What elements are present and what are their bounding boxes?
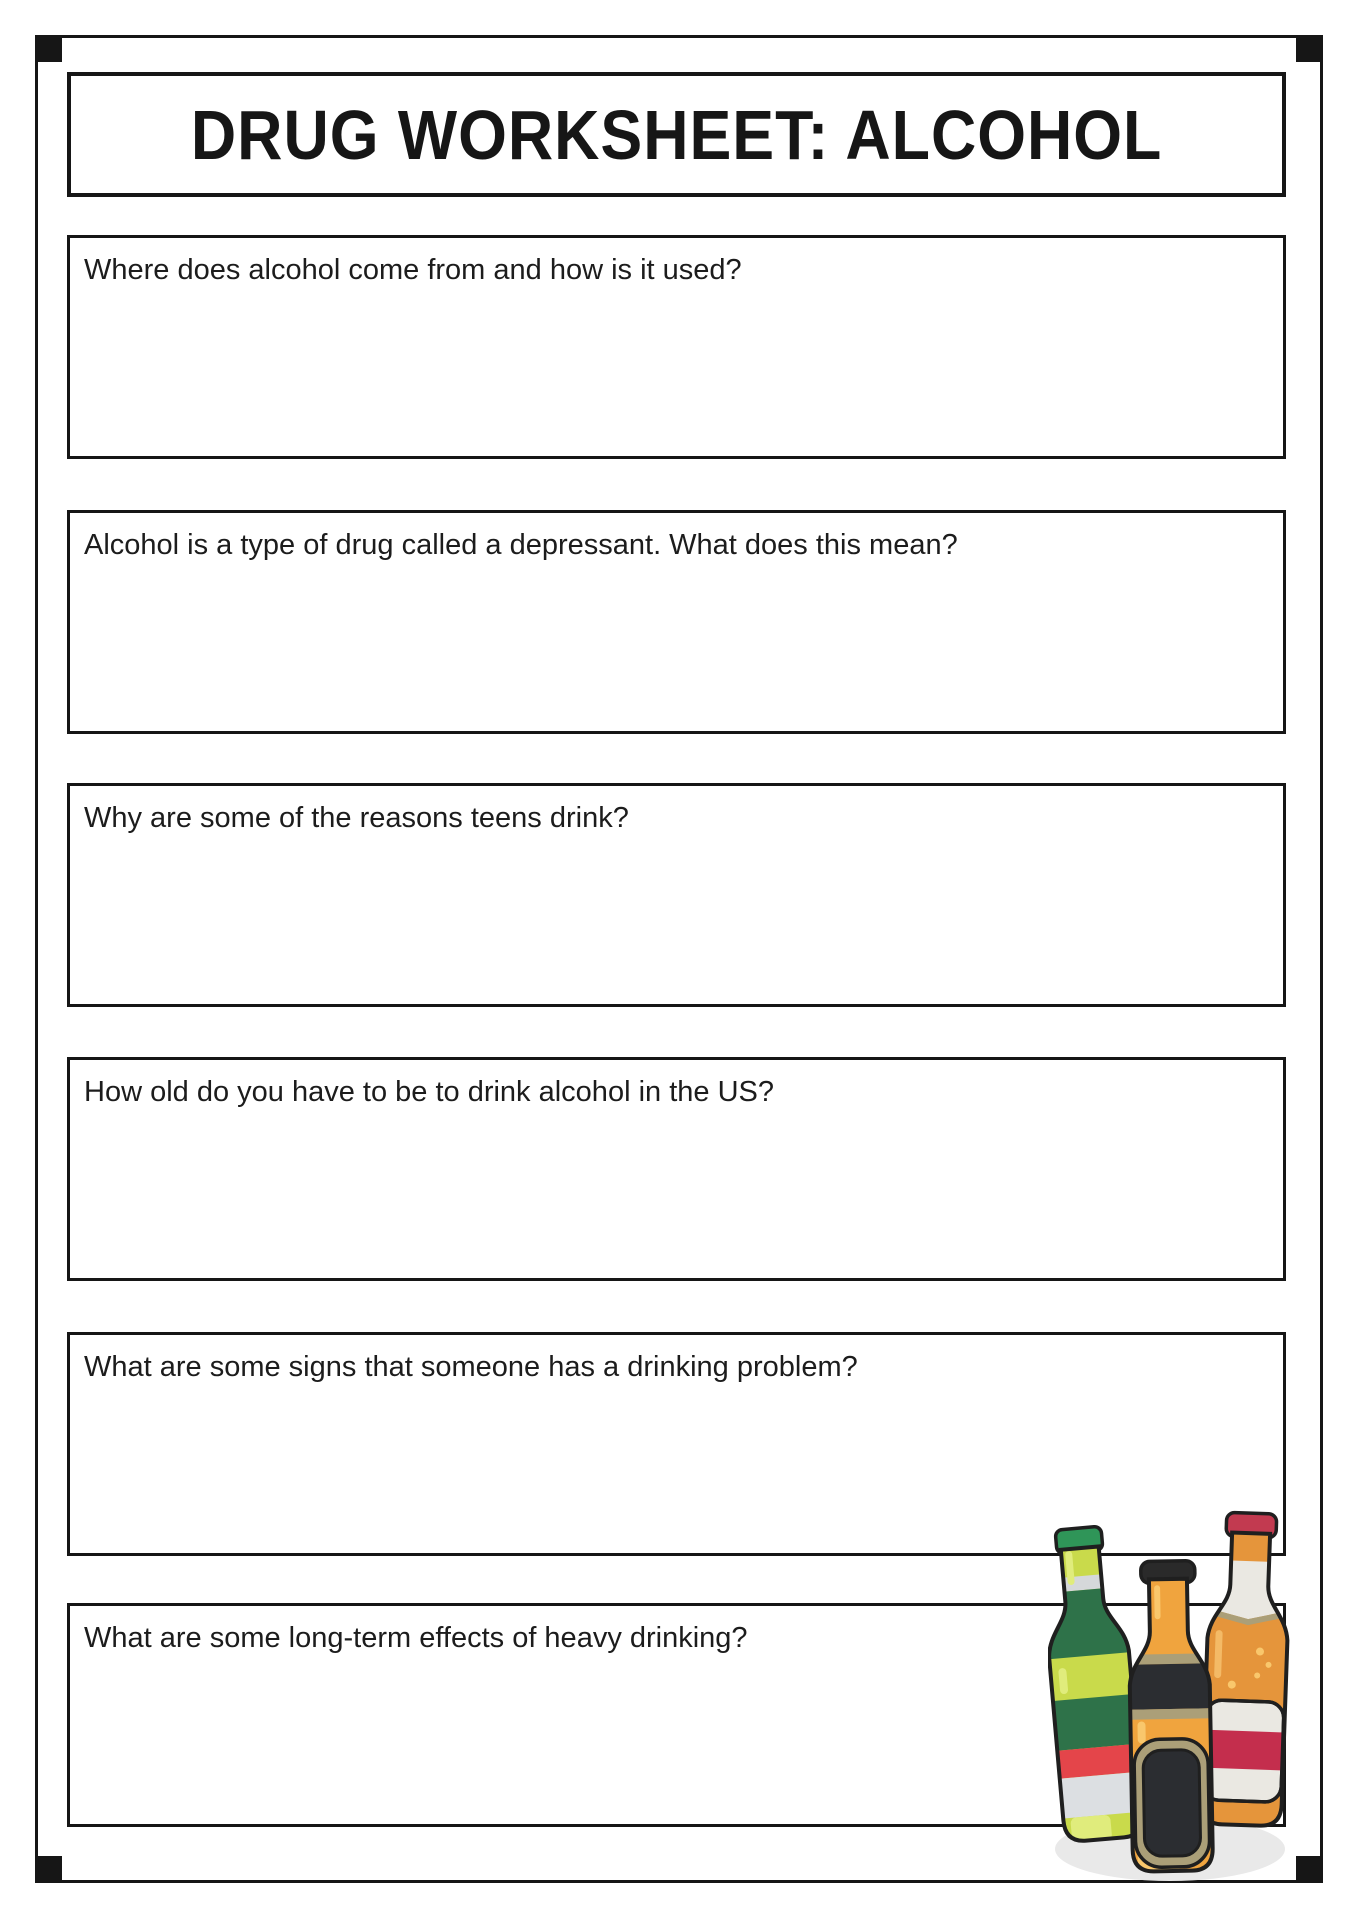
answer-area-3[interactable] — [70, 836, 1283, 1004]
question-box-2 — [67, 510, 1286, 734]
question-label-6: What are some long-term effects of heavy drinking? — [84, 1622, 748, 1654]
answer-area-1[interactable] — [70, 288, 1283, 456]
question-label-4: How old do you have to be to drink alcohol in the US? — [84, 1076, 774, 1108]
beer-bottles-illustration — [1048, 1505, 1298, 1885]
corner-mark-top-right — [1296, 38, 1320, 62]
question-label-1: Where does alcohol come from and how is it used? — [84, 254, 742, 286]
page-title: DRUG WORKSHEET: ALCOHOL — [190, 95, 1163, 174]
answer-area-4[interactable] — [70, 1110, 1283, 1278]
corner-mark-bottom-right — [1296, 1856, 1320, 1880]
question-box-3 — [67, 783, 1286, 1007]
worksheet-title-box — [67, 72, 1286, 197]
orange-bottle-black-label-icon — [1118, 1560, 1223, 1878]
question-label-5: What are some signs that someone has a drinking problem? — [84, 1351, 858, 1383]
question-box-4 — [67, 1057, 1286, 1281]
corner-mark-bottom-left — [38, 1856, 62, 1880]
question-label-2: Alcohol is a type of drug called a depressant. What does this mean? — [84, 529, 958, 561]
question-label-3: Why are some of the reasons teens drink? — [84, 802, 629, 834]
corner-mark-top-left — [38, 38, 62, 62]
answer-area-2[interactable] — [70, 563, 1283, 731]
question-box-1 — [67, 235, 1286, 459]
